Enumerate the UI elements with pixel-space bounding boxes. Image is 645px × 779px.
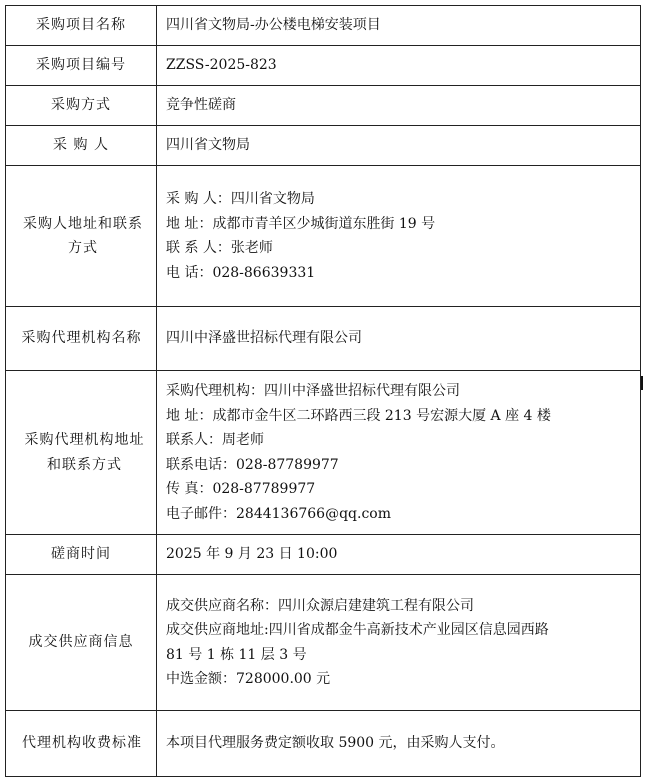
procurement-info-table xyxy=(5,5,641,777)
table-row xyxy=(6,126,641,166)
value-line: 81 号 1 栋 11 层 3 号 xyxy=(166,646,307,663)
table-row xyxy=(6,166,641,307)
value-line: 地 址：成都市金牛区二环路西三段 213 号宏源大厦 A 座 4 楼 xyxy=(166,407,551,424)
row-value xyxy=(157,86,641,126)
row-value xyxy=(157,535,641,575)
row-value xyxy=(157,711,641,777)
row-label: 采 购 人 xyxy=(6,126,157,166)
table-row xyxy=(6,371,641,535)
row-label: 采购代理机构地址和联系方式 xyxy=(6,371,157,535)
value-line: 四川省文物局-办公楼电梯安装项目 xyxy=(166,17,381,34)
value-line: 联 系 人：张老师 xyxy=(166,240,273,256)
table-row xyxy=(6,535,641,575)
value-line: 联系人：周老师 xyxy=(166,432,264,448)
value-line: 本项目代理服务费定额收取 5900 元，由采购人支付。 xyxy=(166,735,505,752)
margin-mark xyxy=(641,376,643,390)
value-line: 2025 年 9 月 23 日 10:00 xyxy=(166,546,338,563)
value-line: 传 真：028-87789977 xyxy=(166,481,316,497)
value-line: 成交供应商地址:四川省成都金牛高新技术产业园区信息园西路 xyxy=(166,622,549,638)
value-line: 竞争性磋商 xyxy=(166,97,236,114)
value-line: ZZSS-2025-823 xyxy=(166,57,277,74)
table-row xyxy=(6,711,641,777)
table-row xyxy=(6,575,641,711)
row-value xyxy=(157,307,641,371)
row-value xyxy=(157,46,641,86)
value-line: 成交供应商名称：四川众源启建建筑工程有限公司 xyxy=(166,597,474,614)
row-label: 采购方式 xyxy=(6,86,157,126)
value-line: 中选金额：728000.00 元 xyxy=(166,671,331,687)
row-label: 采购项目名称 xyxy=(6,6,157,46)
value-line: 地 址：成都市青羊区少城街道东胜街 19 号 xyxy=(166,215,436,232)
value-line: 四川中泽盛世招标代理有限公司 xyxy=(166,330,362,347)
row-value xyxy=(157,371,641,535)
row-label: 采购代理机构名称 xyxy=(6,307,157,371)
row-label: 代理机构收费标准 xyxy=(6,711,157,777)
row-label: 采购人地址和联系方式 xyxy=(6,166,157,307)
row-value xyxy=(157,575,641,711)
table-row xyxy=(6,307,641,371)
table-row xyxy=(6,6,641,46)
row-value xyxy=(157,6,641,46)
row-value xyxy=(157,126,641,166)
value-line: 联系电话：028-87789977 xyxy=(166,456,339,473)
table-row xyxy=(6,86,641,126)
value-line: 电子邮件：2844136766@qq.com xyxy=(166,505,391,522)
row-label: 磋商时间 xyxy=(6,535,157,575)
table-row xyxy=(6,46,641,86)
value-line: 采购代理机构：四川中泽盛世招标代理有限公司 xyxy=(166,383,460,399)
row-value xyxy=(157,166,641,307)
value-line: 四川省文物局 xyxy=(166,137,250,154)
row-label: 成交供应商信息 xyxy=(6,575,157,711)
value-line: 电 话：028-86639331 xyxy=(166,264,316,281)
row-label: 采购项目编号 xyxy=(6,46,157,86)
value-line: 采 购 人：四川省文物局 xyxy=(166,191,315,207)
